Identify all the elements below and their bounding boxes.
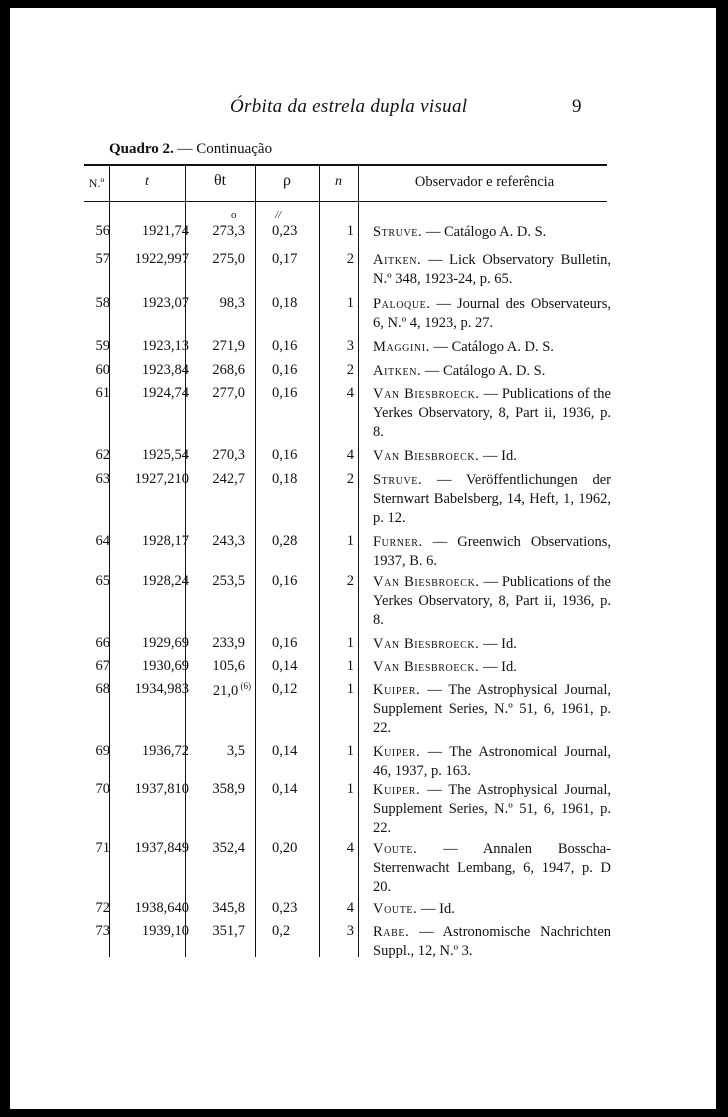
row-number: 67 bbox=[95, 658, 110, 674]
position-angle-value: 242,7 bbox=[212, 471, 245, 487]
observer-name: Furner. bbox=[373, 534, 423, 550]
row-number: 64 bbox=[95, 533, 110, 549]
row-separation: 0,16 bbox=[272, 447, 298, 463]
row-nights: 2 bbox=[346, 251, 354, 267]
row-nights: 1 bbox=[346, 223, 354, 239]
column-divider bbox=[319, 166, 320, 957]
row-separation: 0,16 bbox=[272, 385, 298, 401]
observer-name: Kuiper. bbox=[373, 782, 421, 798]
row-position-angle bbox=[195, 362, 245, 379]
row-nights: 4 bbox=[346, 840, 354, 856]
reference-text: — Lick Observatory Bulletin, N.º 348, 1923-24, p. 65. bbox=[373, 252, 611, 287]
observer-name: Struve. bbox=[373, 224, 423, 240]
reference-text: — Veröffentlichungen der Sternwart Babelsberg, 14, Heft, 1, 1962, p. 12. bbox=[373, 472, 611, 526]
row-nights: 1 bbox=[346, 295, 354, 311]
row-separation: 0,16 bbox=[272, 635, 298, 651]
position-angle-value: 233,9 bbox=[212, 635, 245, 651]
reference-text: — Annalen Bosscha-Sterrenwacht Lembang, 6, 1947, p. D 20. bbox=[373, 841, 611, 895]
row-separation: 0,16 bbox=[272, 362, 298, 378]
row-reference bbox=[373, 338, 611, 357]
row-epoch: 1930,69 bbox=[141, 658, 189, 674]
row-epoch: 1928,17 bbox=[141, 533, 189, 549]
row-reference bbox=[373, 658, 611, 677]
observer-name: Van Biesbroeck. bbox=[373, 636, 480, 652]
reference-text: — Id. bbox=[417, 901, 455, 917]
observer-name: Aitken. bbox=[373, 363, 422, 379]
reference-text: — Journal des Observateurs, 6, N.º 4, 1923, p. 27. bbox=[373, 296, 611, 331]
observer-name: Kuiper. bbox=[373, 744, 421, 760]
row-separation: 0,16 bbox=[272, 338, 298, 354]
row-separation: 0,14 bbox=[272, 658, 298, 674]
row-number: 62 bbox=[95, 447, 110, 463]
row-position-angle bbox=[195, 840, 245, 857]
row-nights: 1 bbox=[346, 681, 354, 697]
row-separation: 0,23 bbox=[272, 900, 298, 916]
row-number: 71 bbox=[95, 840, 110, 856]
row-reference bbox=[373, 362, 611, 381]
row-number: 70 bbox=[95, 781, 110, 797]
header-t: t bbox=[145, 174, 149, 189]
row-reference bbox=[373, 635, 611, 654]
theta-unit-degree: o bbox=[231, 209, 237, 221]
position-angle-value: 105,6 bbox=[212, 658, 245, 674]
row-epoch: 1923,13 bbox=[141, 338, 189, 354]
position-angle-value: 277,0 bbox=[212, 385, 245, 401]
reference-text: — Id. bbox=[479, 448, 517, 464]
row-number: 65 bbox=[95, 573, 110, 589]
observer-name: Voute. bbox=[373, 901, 418, 917]
position-angle-value: 270,3 bbox=[212, 447, 245, 463]
position-angle-value: 345,8 bbox=[212, 900, 245, 916]
observer-name: Paloque. bbox=[373, 296, 431, 312]
row-separation: 0,23 bbox=[272, 223, 298, 239]
row-separation: 0,28 bbox=[272, 533, 298, 549]
header-rho: ρ bbox=[283, 172, 291, 189]
header-reference: Observador e referência bbox=[414, 174, 555, 190]
position-angle-value: 98,3 bbox=[219, 295, 245, 311]
row-reference bbox=[373, 781, 611, 838]
row-number: 69 bbox=[95, 743, 110, 759]
row-nights: 2 bbox=[346, 573, 354, 589]
observer-name: Voute. bbox=[373, 841, 418, 857]
row-nights: 1 bbox=[346, 533, 354, 549]
document-page bbox=[10, 8, 716, 1109]
footnote-marker: (6) bbox=[238, 681, 251, 691]
row-epoch: 1937,849 bbox=[134, 840, 189, 856]
row-position-angle bbox=[195, 295, 245, 312]
row-epoch: 1938,640 bbox=[134, 900, 189, 916]
row-reference bbox=[373, 447, 611, 466]
row-separation: 0,18 bbox=[272, 295, 298, 311]
row-epoch: 1927,210 bbox=[134, 471, 189, 487]
row-separation: 0,20 bbox=[272, 840, 298, 856]
row-reference bbox=[373, 533, 611, 571]
row-number: 56 bbox=[95, 223, 110, 239]
row-number: 72 bbox=[95, 900, 110, 916]
reference-text: — Astronomische Nachrichten Suppl., 12, N.º 3. bbox=[373, 924, 611, 959]
row-nights: 1 bbox=[346, 635, 354, 651]
reference-text: — Publications of the Yerkes Observatory, 8, Part ii, 1936, p. 8. bbox=[373, 386, 611, 440]
column-divider bbox=[109, 166, 110, 957]
row-number: 57 bbox=[95, 251, 110, 267]
position-angle-value: 3,5 bbox=[226, 743, 245, 759]
position-angle-value: 21,0 bbox=[212, 682, 239, 699]
row-nights: 3 bbox=[346, 338, 354, 354]
row-number: 60 bbox=[95, 362, 110, 378]
row-position-angle bbox=[195, 900, 245, 917]
row-number: 58 bbox=[95, 295, 110, 311]
row-number: 66 bbox=[95, 635, 110, 651]
position-angle-value: 271,9 bbox=[212, 338, 245, 354]
row-separation: 0,16 bbox=[272, 573, 298, 589]
row-separation: 0,2 bbox=[272, 923, 291, 939]
row-number: 73 bbox=[95, 923, 110, 939]
caption-label: Quadro 2. bbox=[109, 141, 174, 157]
reference-text: — Catálogo A. D. S. bbox=[422, 224, 547, 240]
position-angle-value: 351,7 bbox=[212, 923, 245, 939]
row-nights: 4 bbox=[346, 900, 354, 916]
row-reference bbox=[373, 681, 611, 738]
row-number: 68 bbox=[95, 681, 110, 697]
row-separation: 0,14 bbox=[272, 743, 298, 759]
row-position-angle bbox=[195, 573, 245, 590]
row-number: 59 bbox=[95, 338, 110, 354]
row-position-angle bbox=[195, 658, 245, 675]
row-position-angle bbox=[195, 471, 245, 488]
observer-name: Maggini. bbox=[373, 339, 430, 355]
position-angle-value: 268,6 bbox=[212, 362, 245, 378]
row-number: 61 bbox=[95, 385, 110, 401]
row-position-angle bbox=[195, 743, 245, 760]
header-no: N.º bbox=[88, 176, 105, 190]
row-reference bbox=[373, 923, 611, 961]
page-number: 9 bbox=[572, 96, 582, 117]
position-angle-value: 253,5 bbox=[212, 573, 245, 589]
row-reference bbox=[373, 573, 611, 630]
row-nights: 2 bbox=[346, 471, 354, 487]
row-separation: 0,14 bbox=[272, 781, 298, 797]
row-epoch: 1925,54 bbox=[141, 447, 189, 463]
row-epoch: 1936,72 bbox=[141, 743, 189, 759]
row-reference bbox=[373, 251, 611, 289]
row-epoch: 1928,24 bbox=[141, 573, 189, 589]
table-top-rule bbox=[84, 164, 607, 166]
row-nights: 3 bbox=[346, 923, 354, 939]
row-separation: 0,18 bbox=[272, 471, 298, 487]
row-reference bbox=[373, 223, 611, 242]
row-reference bbox=[373, 840, 611, 897]
table-header-rule bbox=[84, 201, 607, 202]
position-angle-value: 243,3 bbox=[212, 533, 245, 549]
row-position-angle bbox=[195, 251, 245, 268]
row-position-angle bbox=[195, 223, 245, 240]
row-separation: 0,12 bbox=[272, 681, 298, 697]
row-nights: 4 bbox=[346, 447, 354, 463]
observer-name: Van Biesbroeck. bbox=[373, 574, 480, 590]
rho-unit-arcsec: // bbox=[275, 209, 282, 221]
row-number: 63 bbox=[95, 471, 110, 487]
position-angle-value: 275,0 bbox=[212, 251, 245, 267]
reference-text: — The Astrophysical Journal, Supplement Series, N.º 51, 6, 1961, p. 22. bbox=[373, 682, 611, 736]
reference-text: — Id. bbox=[479, 636, 517, 652]
row-reference bbox=[373, 471, 611, 528]
column-divider bbox=[185, 166, 186, 957]
row-position-angle bbox=[195, 533, 245, 550]
row-epoch: 1922,997 bbox=[134, 251, 189, 267]
header-theta: θt bbox=[213, 172, 227, 189]
position-angle-value: 358,9 bbox=[212, 781, 245, 797]
row-position-angle bbox=[195, 781, 245, 798]
reference-text: — Publications of the Yerkes Observatory, 8, Part ii, 1936, p. 8. bbox=[373, 574, 611, 628]
row-nights: 4 bbox=[346, 385, 354, 401]
row-nights: 1 bbox=[346, 658, 354, 674]
row-nights: 1 bbox=[346, 781, 354, 797]
table-caption bbox=[109, 141, 272, 158]
row-epoch: 1939,10 bbox=[141, 923, 189, 939]
row-nights: 2 bbox=[346, 362, 354, 378]
row-position-angle bbox=[195, 923, 245, 940]
reference-text: — Catálogo A. D. S. bbox=[421, 363, 546, 379]
observer-name: Aitken. bbox=[373, 252, 422, 268]
observer-name: Kuiper. bbox=[373, 682, 421, 698]
row-epoch: 1923,07 bbox=[141, 295, 189, 311]
row-separation: 0,17 bbox=[272, 251, 298, 267]
position-angle-value: 352,4 bbox=[212, 840, 245, 856]
column-divider bbox=[255, 166, 256, 957]
reference-text: — Id. bbox=[479, 659, 517, 675]
caption-text: — Continuação bbox=[177, 141, 273, 157]
header-n: n bbox=[335, 174, 342, 189]
row-position-angle bbox=[195, 635, 245, 652]
reference-text: — The Astronomical Journal, 46, 1937, p. 163. bbox=[373, 744, 611, 779]
position-angle-value: 273,3 bbox=[212, 223, 245, 239]
observer-name: Struve. bbox=[373, 472, 423, 488]
row-position-angle bbox=[195, 447, 245, 464]
row-epoch: 1923,84 bbox=[141, 362, 189, 378]
row-epoch: 1924,74 bbox=[141, 385, 189, 401]
row-epoch: 1934,983 bbox=[134, 681, 189, 697]
row-epoch: 1929,69 bbox=[141, 635, 189, 651]
running-head: Órbita da estrela dupla visual bbox=[230, 96, 468, 117]
row-position-angle bbox=[195, 338, 245, 355]
reference-text: — The Astrophysical Journal, Supplement Series, N.º 51, 6, 1961, p. 22. bbox=[373, 782, 611, 836]
row-position-angle bbox=[195, 385, 245, 402]
column-divider bbox=[358, 166, 359, 957]
row-epoch: 1937,810 bbox=[134, 781, 189, 797]
row-epoch: 1921,74 bbox=[141, 223, 189, 239]
observer-name: Van Biesbroeck. bbox=[373, 448, 480, 464]
observer-name: Van Biesbroeck. bbox=[373, 659, 480, 675]
row-reference bbox=[373, 385, 611, 442]
row-nights: 1 bbox=[346, 743, 354, 759]
observer-name: Rabe. bbox=[373, 924, 410, 940]
row-position-angle bbox=[193, 681, 251, 700]
reference-text: — Greenwich Observations, 1937, B. 6. bbox=[373, 534, 611, 569]
observer-name: Van Biesbroeck. bbox=[373, 386, 480, 402]
row-reference bbox=[373, 900, 611, 919]
row-reference bbox=[373, 295, 611, 333]
row-reference bbox=[373, 743, 611, 781]
reference-text: — Catálogo A. D. S. bbox=[429, 339, 554, 355]
